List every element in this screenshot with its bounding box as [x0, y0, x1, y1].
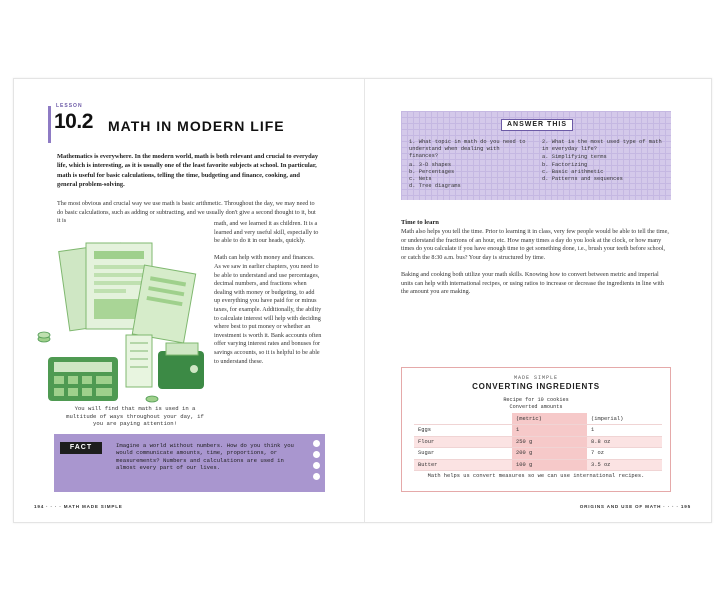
time-body	[401, 228, 671, 305]
table-cell: 250 g	[512, 436, 587, 448]
table-cell: Eggs	[414, 425, 512, 437]
convert-subtitle-2: Converted amounts	[509, 404, 563, 410]
fact-box	[54, 434, 325, 492]
table-cell: 100 g	[512, 459, 587, 471]
table-cell: 200 g	[512, 448, 587, 460]
receipt-icon	[126, 335, 152, 387]
converting-ingredients-box	[401, 367, 671, 492]
lesson-number: 10.2	[54, 110, 93, 133]
wallet-icon	[158, 343, 204, 389]
dot-icon	[313, 462, 320, 469]
right-page-footer: ORIGINS AND USE OF MATH · · · · 195	[579, 504, 691, 509]
body-paragraph-wide: The most obvious and crucial way we use math is basic arithmetic. Throughout the day, we may need to do basic calculations, such as adding or subtracting, and we usually don't give a second thought to it, but it is	[57, 200, 316, 225]
fact-label: FACT	[60, 442, 102, 454]
table-cell: Sugar	[414, 448, 512, 460]
question-1-option: b. Percentages	[409, 168, 455, 175]
left-page-footer: 194 · · · · MATH MADE SIMPLE	[34, 504, 123, 509]
lesson-accent-bar	[48, 106, 51, 143]
question-1-option: d. Tree diagrams	[409, 183, 461, 190]
page-gutter	[364, 79, 365, 522]
document-stack-icon	[59, 243, 196, 343]
table-header-cell: (imperial)	[587, 413, 662, 425]
table-row	[414, 425, 662, 437]
table-header-cell	[414, 413, 512, 425]
calculator-icon	[48, 357, 118, 401]
question-1: 1. What topic in math do you need to understand when dealing with finances?	[409, 139, 526, 160]
table-header-cell: (metric)	[512, 413, 587, 425]
dot-icon	[313, 451, 320, 458]
table-cell: 1	[512, 425, 587, 437]
question-1-option: c. Nets	[409, 176, 432, 183]
dot-icon	[313, 440, 320, 447]
illustration-caption: You will find that math is used in a multitude of ways throughout your day, if you are paying attention!	[66, 405, 204, 428]
question-2-block	[542, 139, 662, 183]
lesson-tag: LESSON	[56, 103, 83, 109]
dot-icon	[313, 473, 320, 480]
question-2-option: c. Basic arithmetic	[542, 168, 604, 175]
fact-dots-decoration	[313, 440, 321, 484]
table-cell: 3.5 oz	[587, 459, 662, 471]
conversion-table	[414, 413, 662, 471]
table-cell: 1	[587, 425, 662, 437]
answer-this-label: ANSWER THIS	[501, 119, 573, 131]
lesson-title: MATH IN MODERN LIFE	[108, 118, 285, 134]
convert-note: Math helps us convert measures so we can use international recipes.	[427, 473, 645, 479]
convert-subtitle-1: Recipe for 10 cookies	[503, 397, 569, 403]
table-cell: Flour	[414, 436, 512, 448]
table-cell: Butter	[414, 459, 512, 471]
table-header-row	[414, 413, 662, 425]
intro-paragraph: Mathematics is everywhere. In the modern world, math is both relevant and crucial to everyday life, which is interesting, as it is usually one of the least favorite subjects at school. In particular, math is useful for basic calculations, telling the time, budgeting and finance, cooking, and general problem-solving.	[57, 153, 319, 188]
table-cell: 7 oz	[587, 448, 662, 460]
question-1-block	[409, 139, 529, 190]
convert-kicker: MADE SIMPLE	[513, 375, 558, 381]
question-2-option: b. Factorizing	[542, 161, 588, 168]
convert-title: CONVERTING INGREDIENTS	[472, 382, 600, 391]
finance-illustration	[34, 239, 214, 409]
question-2-option: d. Patterns and sequences	[542, 176, 623, 183]
body-column-paragraph-2: Math can help with money and finances. As we saw in earlier chapters, you need to be able to understand and use percentages, decimal numbers, and fractions when dealing with money or budgeting, to add up everything you have paid for or minus taxes, for example. Additionally, the ability to calculate interest will help with deciding where best to put money or whether an investment is worth it. Bank accounts often offer varying interest rates and bonuses for savings accounts, so it is helpful to be able to understand these.	[214, 254, 322, 365]
question-2-option: a. Simplifying terms	[542, 154, 607, 161]
body-column	[214, 220, 322, 375]
table-row	[414, 448, 662, 460]
question-2: 2. What is the most used type of math in everyday life?	[542, 139, 662, 153]
time-heading: Time to learn	[401, 219, 439, 226]
table-cell: 8.8 oz	[587, 436, 662, 448]
answer-this-box	[401, 111, 671, 200]
table-row	[414, 436, 662, 448]
book-spread	[13, 78, 712, 523]
fact-text: Imagine a world without numbers. How do you think you would communicate amounts, time, proportions, or measurements? Numbers and calculations are used in almost every part of our lives.	[116, 442, 294, 472]
question-1-option: a. 3-D shapes	[409, 161, 452, 168]
time-paragraph-1: Math also helps you tell the time. Prior to learning it in class, very few people would be able to tell the time, or understand the fractions of an hour, etc. How many times a day do you look at the clock, or how many times do you calculate if you have enough time to get something done, i.e., brush your teeth before school, or catch the 8:30 a.m. bus? Your day is structured by time.	[401, 228, 669, 261]
table-row	[414, 459, 662, 471]
time-paragraph-2: Baking and cooking both utilize your math skills. Knowing how to convert between metric and imperial units can help with international recipes, or using ratios to increase or decrease the ingredients in line with the amount you are making.	[401, 270, 664, 296]
body-column-paragraph-1: math, and we learned it as children. It is a learned and very useful skill, especially to be able to do it in our heads, quickly.	[214, 220, 319, 245]
